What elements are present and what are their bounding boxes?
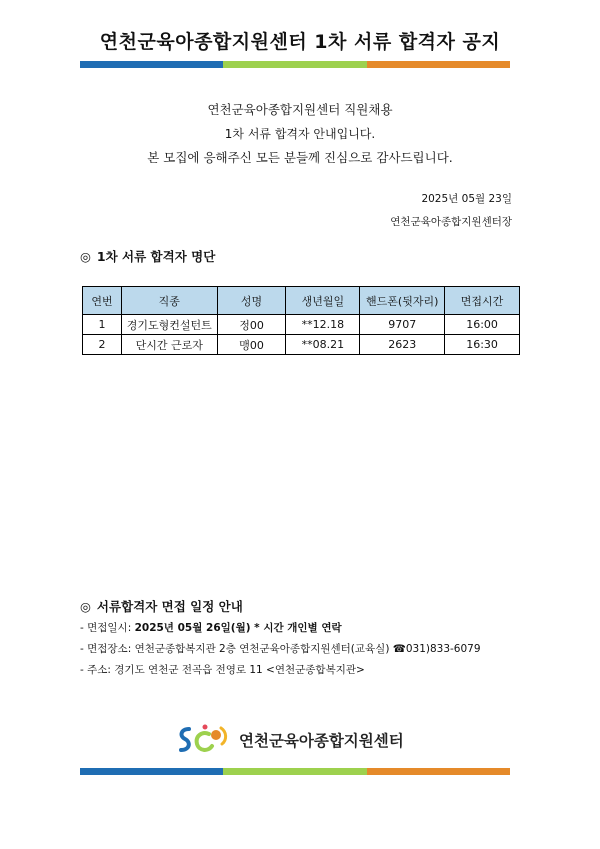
schedule-date-value: 2025년 05월 26일(월)	[134, 622, 251, 634]
section-title-text: 1차 서류 합격자 명단	[96, 249, 216, 264]
table-row	[83, 335, 520, 355]
cell-number: 1	[83, 315, 122, 335]
double-circle-icon: ◎	[80, 249, 91, 264]
bar-segment-orange	[367, 768, 510, 775]
cell-job: 단시간 근로자	[121, 335, 217, 355]
intro-line-2: 1차 서류 합격자 안내입니다.	[224, 127, 376, 141]
schedule-date-line	[80, 618, 481, 639]
cell-job: 경기도형컨설턴트	[121, 315, 217, 335]
schedule-list	[80, 618, 481, 681]
schedule-place-line: - 면접장소: 연천군종합복지관 2층 연천군육아종합지원센터(교육실) ☎031)833-6079	[80, 643, 481, 655]
schedule-date-note: * 시간 개인별 연락	[250, 622, 342, 634]
cell-time: 16:30	[445, 335, 520, 355]
header-cell: 면접시간	[445, 287, 520, 315]
header-cell: 핸드폰(뒷자리)	[360, 287, 445, 315]
table-header-row	[83, 287, 520, 315]
intro-text	[0, 98, 600, 170]
bar-segment-green	[223, 61, 366, 68]
section-title-text: 서류합격자 면접 일정 안내	[96, 599, 243, 614]
roster-table	[82, 286, 520, 355]
issue-date: 2025년 05월 23일	[421, 193, 512, 205]
header-cell: 성명	[217, 287, 286, 315]
bottom-color-bar	[80, 768, 510, 775]
issue-block	[390, 188, 512, 234]
center-logo-text: 연천군육아종합지원센터	[239, 732, 404, 750]
cell-phone: 2623	[360, 335, 445, 355]
section-title-roster	[80, 247, 215, 265]
cell-birth: **12.18	[286, 315, 360, 335]
cell-name: 맹00	[217, 335, 286, 355]
cell-name: 정00	[217, 315, 286, 335]
double-circle-icon: ◎	[80, 599, 91, 614]
bar-segment-blue	[80, 61, 223, 68]
cell-time: 16:00	[445, 315, 520, 335]
schedule-date-label: - 면접일시:	[80, 622, 135, 634]
intro-line-3: 본 모집에 응해주신 모든 분들께 진심으로 감사드립니다.	[147, 150, 453, 165]
footer-logo	[175, 722, 404, 758]
cell-birth: **08.21	[286, 335, 360, 355]
bar-segment-green	[223, 768, 366, 775]
schedule-address-line: - 주소: 경기도 연천군 전곡읍 전영로 11 <연천군종합복지관>	[80, 664, 365, 676]
table-row	[83, 315, 520, 335]
intro-line-1: 연천군육아종합지원센터 직원채용	[207, 102, 393, 117]
header-cell: 직종	[121, 287, 217, 315]
center-logo-icon	[175, 723, 231, 757]
section-title-schedule	[80, 597, 243, 615]
bar-segment-blue	[80, 768, 223, 775]
bar-segment-orange	[367, 61, 510, 68]
top-color-bar	[80, 61, 510, 68]
header-cell: 연번	[83, 287, 122, 315]
issuer: 연천군육아종합지원센터장	[390, 216, 512, 228]
header-cell: 생년월일	[286, 287, 360, 315]
cell-number: 2	[83, 335, 122, 355]
page-title: 연천군육아종합지원센터 1차 서류 합격자 공지	[99, 31, 501, 53]
cell-phone: 9707	[360, 315, 445, 335]
